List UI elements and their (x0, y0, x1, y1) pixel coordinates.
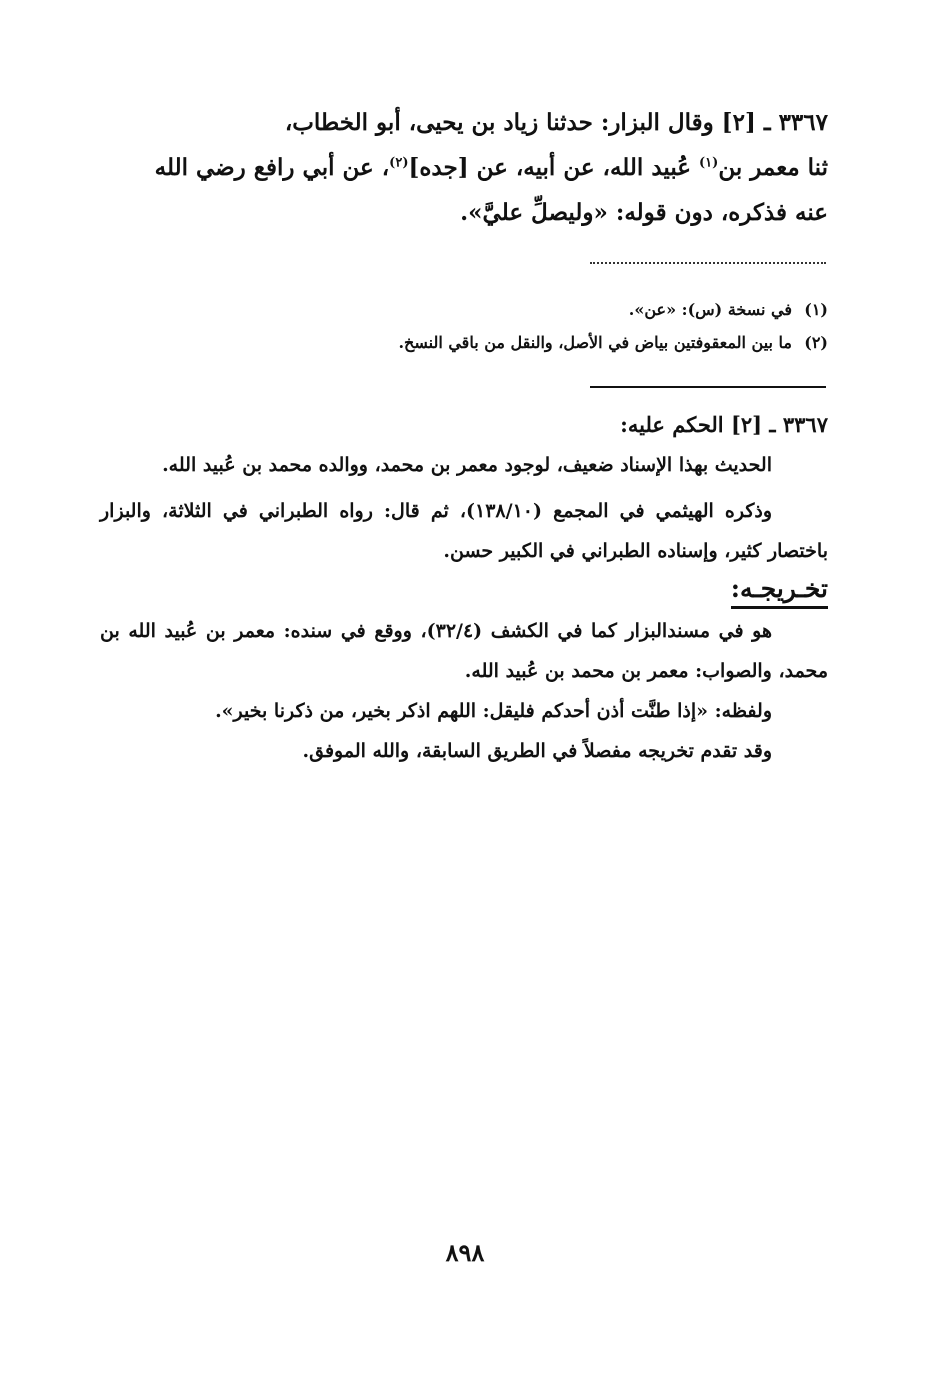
takhrij-paragraph-1: هو في مسندالبزار كما في الكشف (٣٢/٤)، ووقع في سنده: معمر بن عُبيد الله بن محمد، والصواب: معمر بن محمد بن عُبيد الله. (100, 620, 828, 682)
footnote-1 (100, 293, 828, 326)
page-number: ٨٩٨ (445, 1238, 485, 1267)
takhrij-paragraph-3: وقد تقدم تخريجه مفصلاً في الطريق السابقة، والله الموفق. (302, 740, 772, 762)
takhrij-heading: تخـريجـه: (731, 572, 828, 609)
hadith-line-1: ٣٣٦٧ ـ [٢] وقال البزار: حدثنا زياد بن يحيى، أبو الخطاب، (284, 109, 828, 136)
ruling-heading: ٣٣٦٧ ـ [٢] الحكم عليه: (620, 412, 828, 437)
footnote-text: في نسخة (س): «عن». (628, 300, 792, 319)
hadith-line-2: ثنا معمر بن$^{(١)}$ عُبيد الله، عن أبيه، عن [جده]$^{(٢)}$، عن أبي رافع رضي الله (154, 154, 828, 181)
section-divider (590, 386, 826, 388)
ruling-paragraph-1: الحديث بهذا الإسناد ضعيف، لوجود معمر بن محمد، ووالده محمد بن عُبيد الله. (162, 454, 772, 476)
footnote-text: ما بين المعقوفتين بياض في الأصل، والنقل من باقي النسخ. (398, 333, 792, 352)
footnote-number: (١) (804, 300, 828, 319)
footnote-ref-1: (١) (699, 155, 719, 171)
hadith-text (100, 100, 828, 235)
ruling-paragraph-2: وذكره الهيثمي في المجمع (١٣٨/١٠)، ثم قال: رواه الطبراني في الثلاثة، والبزار باختصار كثير، وإسناده الطبراني في الكبير حسن. (100, 500, 828, 562)
commentary (100, 405, 828, 771)
footnote-2 (100, 326, 828, 359)
hadith-line-3: عنه فذكره، دون قوله: «وليصلِّ عليَّ». (460, 199, 828, 226)
footnote-separator (590, 262, 826, 264)
takhrij-paragraph-2: ولفظه: «إذا طنَّت أذن أحدكم فليقل: اللهم اذكر بخير، من ذكرنا بخير». (215, 700, 772, 722)
footnotes (100, 293, 828, 359)
footnote-ref-2: (٢) (389, 155, 409, 171)
footnote-number: (٢) (804, 333, 828, 352)
